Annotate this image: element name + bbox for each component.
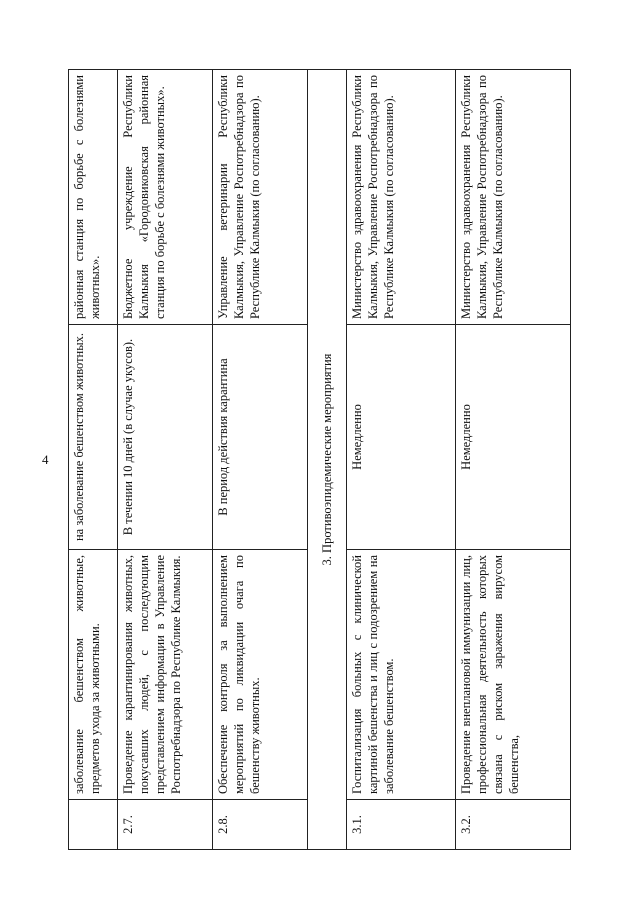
rotated-page-content (68, 70, 558, 850)
table-row (213, 70, 308, 850)
table-row (456, 70, 571, 850)
activity-cell: Обеспечение контроля за выполнением мероприятий по ликвидации очага по бешенству животных. (213, 550, 308, 800)
row-number: 3.2. (456, 800, 571, 850)
section-title: 3. Противоэпидемические мероприятия (308, 70, 347, 850)
page-number: 4 (42, 452, 49, 467)
deadline-cell: Немедленно (347, 325, 456, 550)
activity-cell: заболевание бешенством животные, предметов ухода за животными. (69, 550, 118, 800)
responsible-cell: районная станция по борьбе с болезнями животных». (69, 70, 118, 325)
measures-table (68, 69, 571, 850)
row-number: 3.1. (347, 800, 456, 850)
table-row (69, 70, 118, 850)
section-header-row (308, 70, 347, 850)
responsible-cell: Министерство здравоохранения Республики Калмыкия, Управление Роспотребнадзора по Республике Калмыкия (по согласованию). (456, 70, 571, 325)
deadline-cell: В течении 10 дней (в случае укусов). (118, 325, 213, 550)
responsible-cell: Бюджетное учреждение Республики Калмыкия «Городовиковская районная станция по борьбе с болезнями животных». (118, 70, 213, 325)
row-number: 2.7. (118, 800, 213, 850)
responsible-cell: Управление ветеринарии Республики Калмыкия, Управление Роспотребнадзора по Республике Калмыкия (по согласованию). (213, 70, 308, 325)
deadline-cell: В период действия карантина (213, 325, 308, 550)
deadline-cell: на заболевание бешенством животных. (69, 325, 118, 550)
row-number: 2.8. (213, 800, 308, 850)
activity-cell: Госпитализация больных с клинической картиной бешенства и лиц с подозрением на заболевание бешенством. (347, 550, 456, 800)
table-row (118, 70, 213, 850)
responsible-cell: Министерство здравоохранения Республики Калмыкия, Управление Роспотребнадзора по Республике Калмыкия (по согласованию). (347, 70, 456, 325)
row-number (69, 800, 118, 850)
table-row (347, 70, 456, 850)
activity-cell: Проведение карантинирования животных, покусавших людей, с последующим представлением информации в Управление Роспотребнадзора по Республике Калмыкия. (118, 550, 213, 800)
activity-cell: Проведение внеплановой иммунизации лиц, профессиональная деятельность которых связана с риском заражения вирусом бешенства, (456, 550, 571, 800)
deadline-cell: Немедленно (456, 325, 571, 550)
